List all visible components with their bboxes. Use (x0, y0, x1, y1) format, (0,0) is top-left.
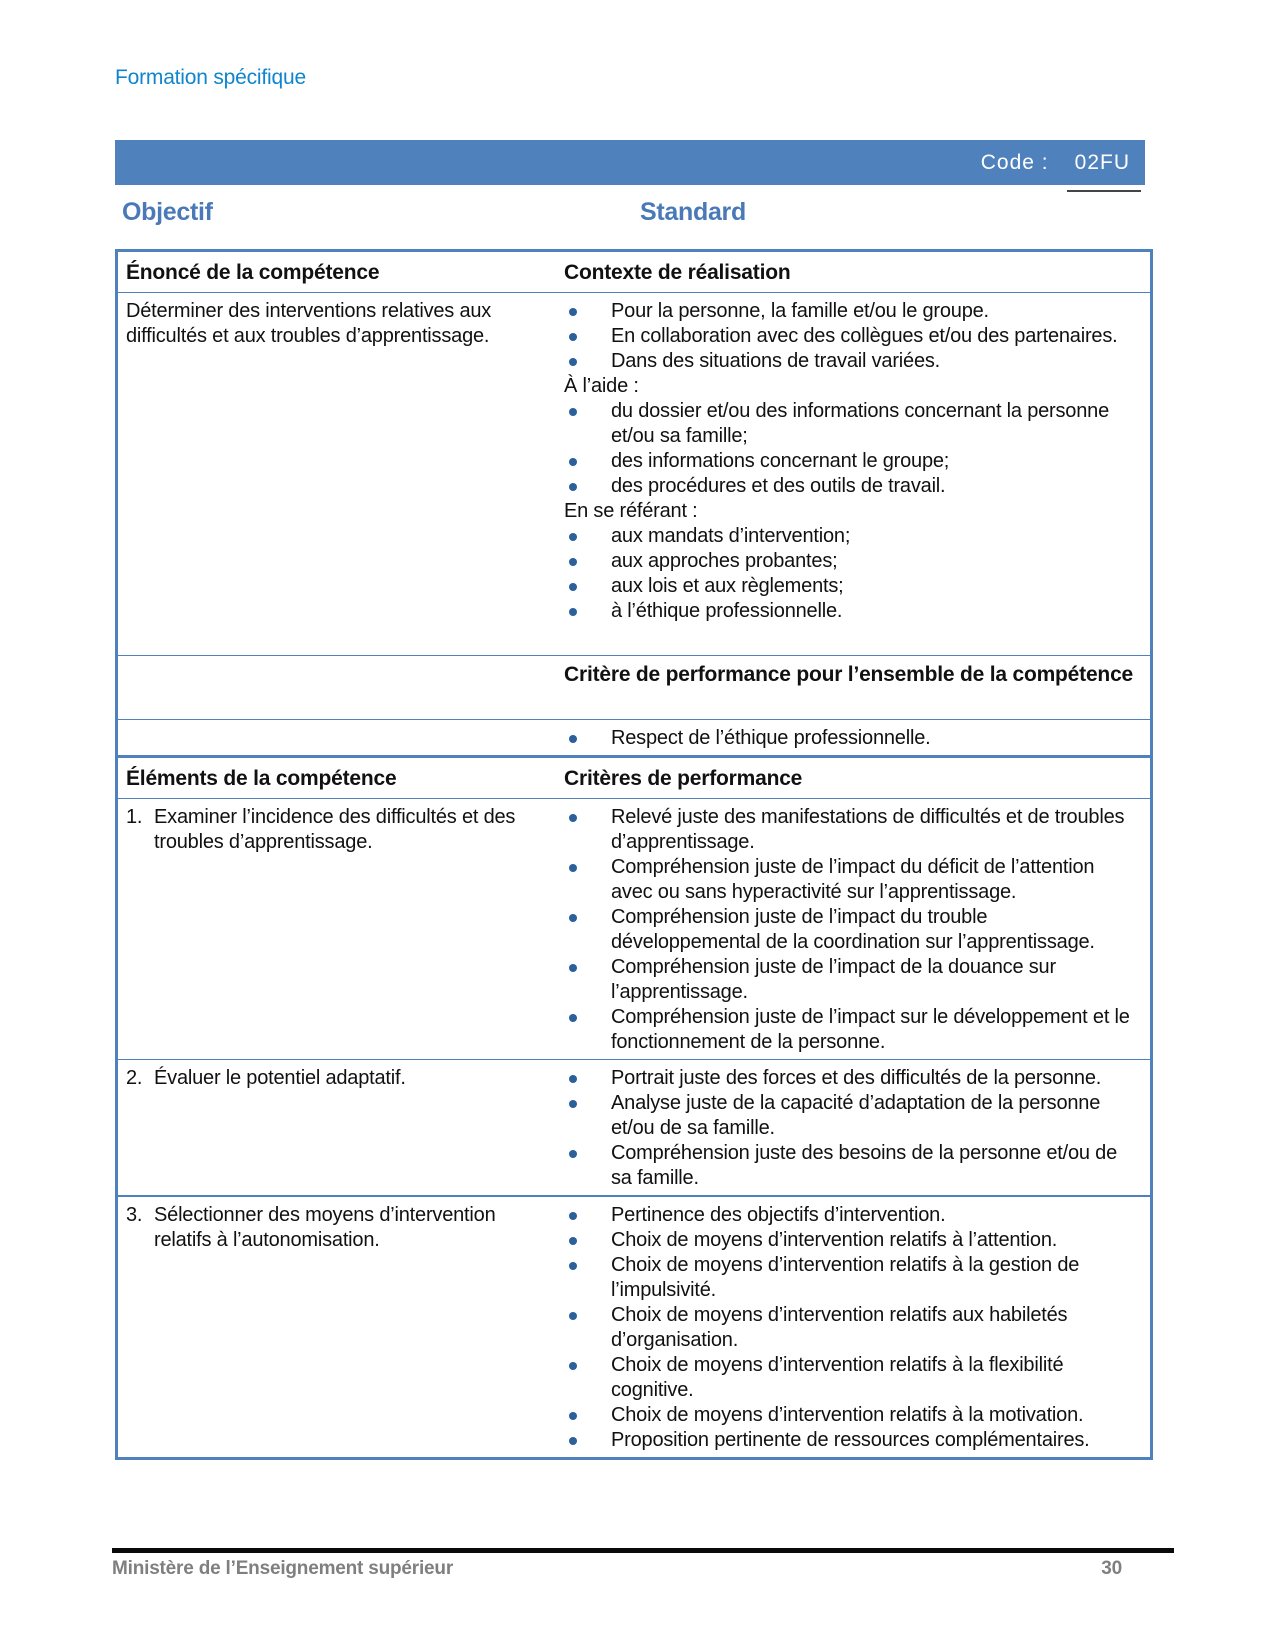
bullet-item: Respect de l’éthique professionnelle. (564, 726, 1140, 751)
bullet-item: Choix de moyens d’intervention relatifs aux habiletés d’organisation. (564, 1303, 1140, 1353)
competency-table (115, 249, 1153, 1460)
enonce-header-cell: Énoncé de la compétence (126, 261, 380, 284)
criteria-list (564, 805, 1140, 1055)
critere-ensemble-title-cell: Critère de performance pour l’ensemble de la compétence (564, 663, 1134, 686)
footer-ministry: Ministère de l’Enseignement supérieur (112, 1558, 454, 1579)
criteria-list (564, 1203, 1140, 1453)
bullet-item: Choix de moyens d’intervention relatifs à la motivation. (564, 1403, 1140, 1428)
enonce-contexte-row (118, 292, 1150, 655)
code-label: Code : (980, 150, 1049, 174)
bullet-item: Choix de moyens d’intervention relatifs à la gestion de l’impulsivité. (564, 1253, 1140, 1303)
element-row (118, 1195, 1150, 1457)
element-item (126, 1203, 554, 1253)
elements-header-cell: Éléments de la compétence (126, 767, 397, 790)
bullet-item: Compréhension juste de l’impact du déficit de l’attention avec ou sans hyperactivité sur l’apprentissage. (564, 855, 1140, 905)
critere-ensemble-items-cell (564, 720, 1150, 755)
bullet-item: aux mandats d’intervention; (564, 524, 1140, 549)
bullet-item: Compréhension juste des besoins de la personne et/ou de sa famille. (564, 1141, 1140, 1191)
bullet-item: Analyse juste de la capacité d’adaptation de la personne et/ou de sa famille. (564, 1091, 1140, 1141)
table-header-row-1 (118, 252, 1150, 292)
critere-ensemble-row (118, 655, 1150, 719)
list-lead-in: En se référant : (564, 500, 698, 522)
element-item (126, 805, 554, 855)
bullet-item: des procédures et des outils de travail. (564, 474, 1140, 499)
empty-cell (118, 656, 564, 719)
bullet-item: Dans des situations de travail variées. (564, 349, 1140, 374)
bullet-item: Portrait juste des forces et des difficultés de la personne. (564, 1066, 1140, 1091)
element-item (126, 1066, 554, 1091)
column-headings (115, 198, 1153, 232)
bullet-item: En collaboration avec des collègues et/ou des partenaires. (564, 324, 1140, 349)
page-footer (112, 1548, 1174, 1580)
footer-page-number: 30 (1101, 1558, 1122, 1579)
critere-ensemble-list (564, 726, 1140, 751)
criteres-header-cell: Critères de performance (564, 767, 803, 790)
critere-ensemble-items-row (118, 719, 1150, 755)
bullet-item: Pertinence des objectifs d’intervention. (564, 1203, 1140, 1228)
bullet-item: aux lois et aux règlements; (564, 574, 1140, 599)
objectif-heading: Objectif (122, 198, 213, 226)
empty-cell (118, 720, 564, 755)
table-header-row-2 (118, 755, 1150, 798)
enonce-cell: Déterminer des interventions relatives aux difficultés et aux troubles d’apprentissage. (126, 300, 492, 347)
bullet-item: Compréhension juste de l’impact de la douance sur l’apprentissage. (564, 955, 1140, 1005)
code-bar (115, 140, 1145, 185)
contexte-cell (564, 293, 1150, 655)
element-number: 2. (126, 1067, 143, 1089)
standard-heading: Standard (640, 198, 746, 226)
bullet-item: Compréhension juste de l’impact du trouble développemental de la coordination sur l’apprentissage. (564, 905, 1140, 955)
element-row (118, 798, 1150, 1059)
bullet-item: du dossier et/ou des informations concernant la personne et/ou sa famille; (564, 399, 1140, 449)
contexte-list (564, 299, 1140, 624)
element-number: 1. (126, 806, 143, 828)
criteria-list (564, 1066, 1140, 1191)
element-text: Sélectionner des moyens d’intervention relatifs à l’autonomisation. (154, 1204, 496, 1251)
code-value: 02FU (1074, 150, 1130, 174)
element-text: Évaluer le potentiel adaptatif. (154, 1067, 406, 1089)
section-eyebrow: Formation spécifique (115, 66, 306, 89)
bullet-item: des informations concernant le groupe; (564, 449, 1140, 474)
list-lead-in: À l’aide : (564, 375, 639, 397)
element-number: 3. (126, 1204, 143, 1226)
bullet-item: à l’éthique professionnelle. (564, 599, 1140, 624)
bullet-item: Relevé juste des manifestations de difficultés et de troubles d’apprentissage. (564, 805, 1140, 855)
bullet-item: Choix de moyens d’intervention relatifs à la flexibilité cognitive. (564, 1353, 1140, 1403)
code-bar-underline (1067, 190, 1141, 192)
bullet-item: Choix de moyens d’intervention relatifs à l’attention. (564, 1228, 1140, 1253)
element-row (118, 1059, 1150, 1195)
contexte-header-cell: Contexte de réalisation (564, 261, 791, 284)
bullet-item: Pour la personne, la famille et/ou le groupe. (564, 299, 1140, 324)
element-text: Examiner l’incidence des difficultés et des troubles d’apprentissage. (154, 806, 516, 853)
bullet-item: aux approches probantes; (564, 549, 1140, 574)
bullet-item: Proposition pertinente de ressources complémentaires. (564, 1428, 1140, 1453)
bullet-item: Compréhension juste de l’impact sur le développement et le fonctionnement de la personne. (564, 1005, 1140, 1055)
